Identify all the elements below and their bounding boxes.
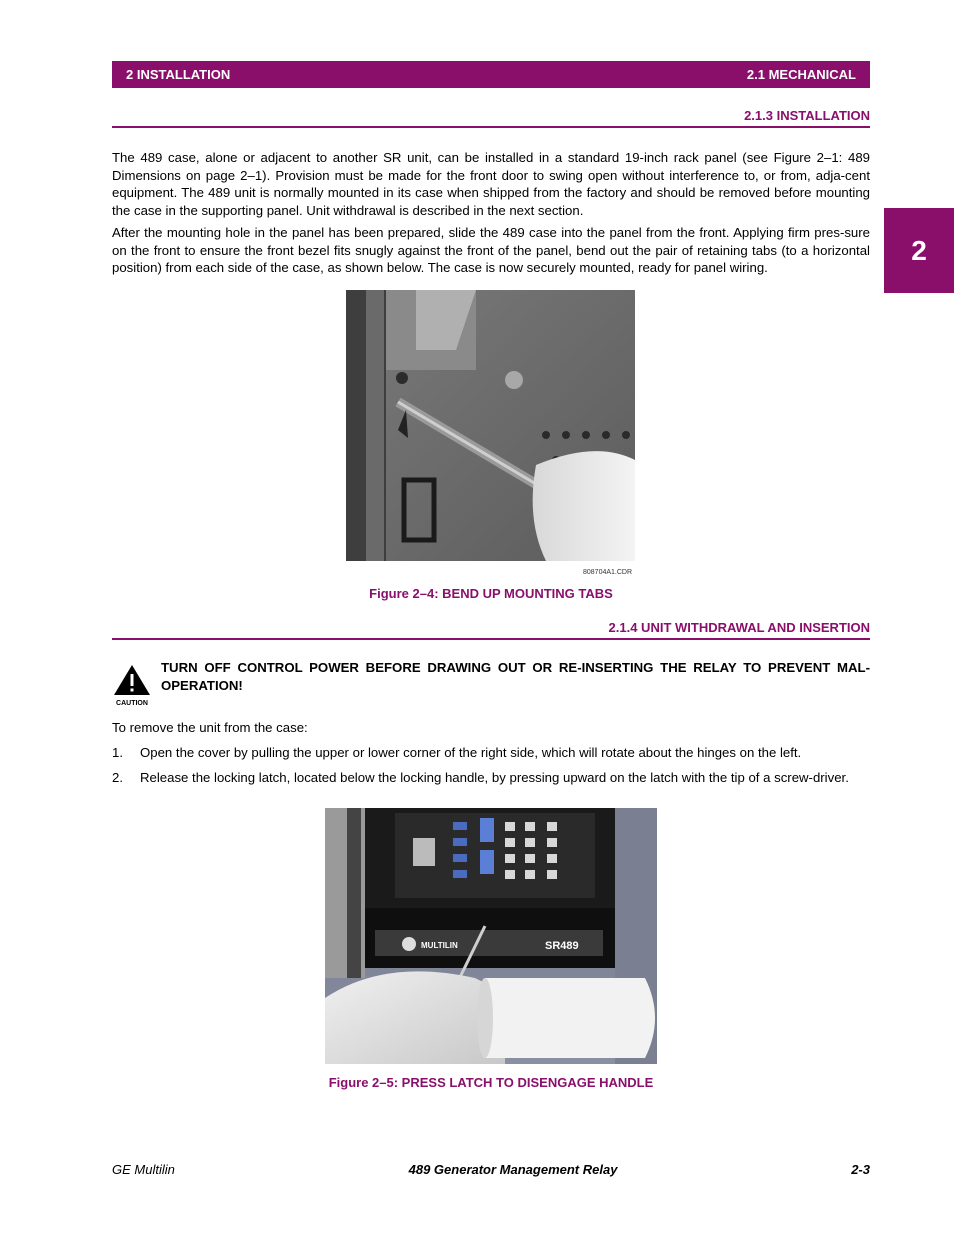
chapter-tab: 2: [884, 208, 954, 293]
footer-manual-title: 489 Generator Management Relay: [408, 1162, 618, 1177]
relay-brand-label: MULTILIN: [421, 941, 458, 950]
section-title-withdrawal: 2.1.4 UNIT WITHDRAWAL AND INSERTION: [112, 620, 870, 640]
caution-icon: [113, 664, 151, 707]
figure-mounting-tabs-photo: [346, 290, 635, 561]
header-section: 2.1 MECHANICAL: [746, 67, 856, 82]
list-item-text: Release the locking latch, located below the locking handle, by pressing upward on the latch with the tip of a screw-driver.: [140, 770, 849, 785]
caution-label: CAUTION: [116, 700, 148, 707]
footer-company: GE Multilin: [112, 1162, 175, 1177]
relay-model-label: SR489: [545, 940, 579, 952]
list-item-number: 1.: [112, 745, 123, 760]
section-title-installation: 2.1.3 INSTALLATION: [112, 108, 870, 128]
footer-page-number: 2-3: [851, 1162, 870, 1177]
header-chapter: 2 INSTALLATION: [126, 67, 231, 82]
figure-latch-photo: [325, 808, 657, 1064]
caution-text: TURN OFF CONTROL POWER BEFORE DRAWING OUT OR RE-INSERTING THE RELAY TO PREVENT MAL-OPERATION!: [161, 660, 870, 693]
figure-caption-mounting-tabs: Figure 2–4: BEND UP MOUNTING TABS: [369, 586, 613, 601]
figure-file-code: 808704A1.CDR: [583, 569, 633, 576]
withdrawal-intro: To remove the unit from the case:: [112, 720, 308, 735]
paragraph-installation-1: The 489 case, alone or adjacent to another SR unit, can be installed in a standard 19-inch rack panel (see Figure 2–1: 489 Dimensions on page 2–1). Provision must be made for the front door to swing open without interference to, or from, adja-cent equipment. The 489 unit is normally mounted in its case when shipped from the factory and should be removed before mounting the case in the supporting panel. Unit withdrawal is described in the next section.: [112, 150, 870, 218]
list-item-text: Open the cover by pulling the upper or lower corner of the right side, which will rotate about the hinges on the left.: [140, 745, 802, 760]
running-header: [112, 61, 870, 88]
paragraph-installation-2: After the mounting hole in the panel has been prepared, slide the 489 case into the panel from the front. Applying firm pres-sure on the front to ensure the front bezel fits snugly against the front of the panel, bend out the pair of retaining tabs (to a horizontal position) from each side of the case, as shown below. The case is now securely mounted, ready for panel wiring.: [112, 225, 870, 275]
page-footer: [112, 1162, 870, 1177]
figure-caption-latch: Figure 2–5: PRESS LATCH TO DISENGAGE HANDLE: [328, 1075, 654, 1090]
list-item-number: 2.: [112, 770, 123, 785]
